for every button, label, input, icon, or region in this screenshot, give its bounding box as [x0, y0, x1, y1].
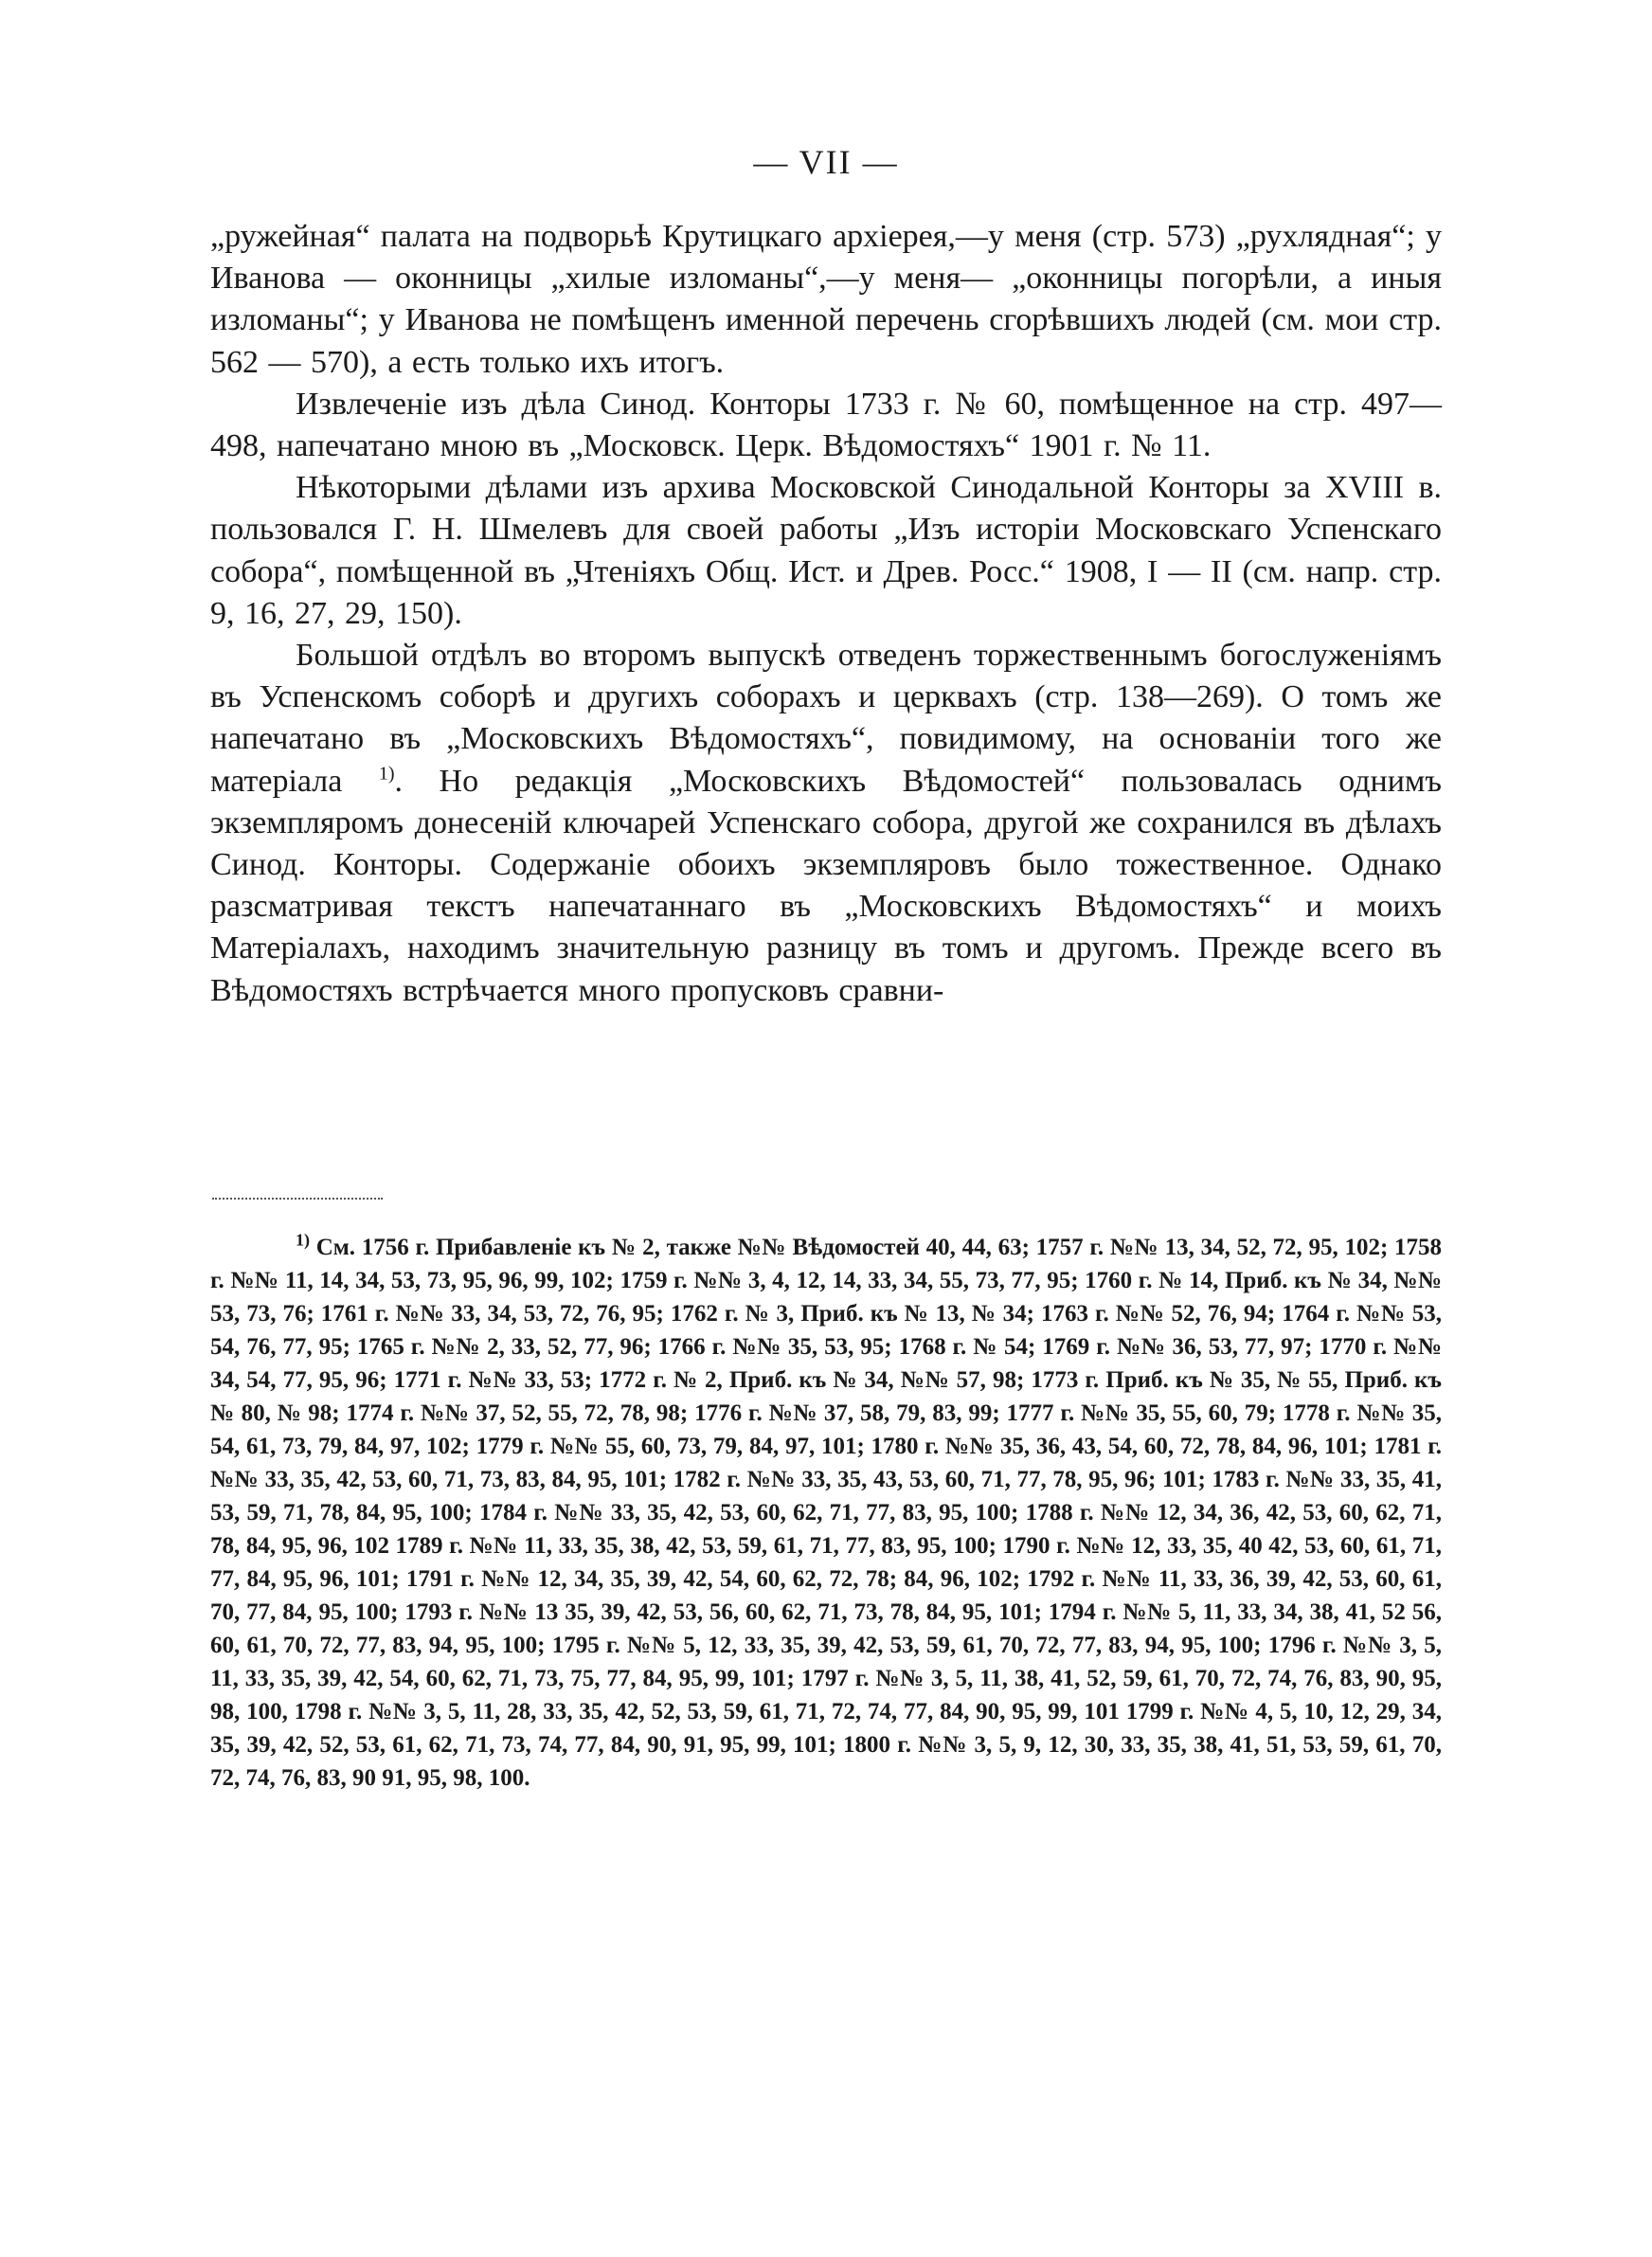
footnote — [210, 1231, 1442, 1795]
paragraph-4-end: . Но редакція „Московскихъ Вѣдомостей“ пользовалась однимъ экземпляромъ донесеній ключарей Успенскаго собора, другой же сохранился въ дѣлахъ Синод. Конторы. Содержаніе обоихъ экземпляровъ было тожественное. Однако разсматривая текстъ напечатаннаго въ „Московскихъ Вѣдомостяхъ“ и моихъ Матеріалахъ, находимъ значительную разницу въ томъ и другомъ. Прежде всего въ Вѣдомостяхъ встрѣчается много пропусковъ сравни- — [210, 763, 1443, 1008]
footnote-reference: 1) — [378, 763, 395, 785]
paragraph-4 — [210, 635, 1442, 1012]
footnote-separator — [212, 1198, 383, 1200]
paragraph-3: Нѣкоторыми дѣлами изъ архива Московской Синодальной Конторы за XVIII в. пользовался Г. Н. Шмелевъ для своей работы „Изъ исторіи Московскаго Успенскаго собора“, помѣщенной въ „Чтеніяхъ Общ. Ист. и Древ. Росс.“ 1908, I — II (см. напр. стр. 9, 16, 27, 29, 150). — [210, 470, 1442, 631]
page-number: — VII — — [753, 143, 899, 181]
paragraph-1: „ружейная“ палата на подворьѣ Крутицкаго архіерея,—у меня (стр. 573) „рухлядная“; у Иванова — оконницы „хилые изломаны“,—у меня— „оконницы погорѣли, а иныя изломаны“; у Иванова не помѣщенъ именной перечень сгорѣвшихъ людей (см. мои стр. 562 — 570), а есть только ихъ итогъ. — [210, 219, 1442, 380]
paragraph-4-start: Большой отдѣлъ во второмъ выпускѣ отведенъ торжественнымъ богослуженіямъ въ Успенскомъ соборѣ и другихъ соборахъ и церквахъ (стр. 138—269). О томъ же напечатано въ „Московскихъ Вѣдомостяхъ“, повидимому, на основаніи того же матеріала — [210, 638, 1442, 799]
paragraph-2: Извлеченіе изъ дѣла Синод. Конторы 1733 г. № 60, помѣщенное на стр. 497—498, напечатано мною въ „Московск. Церк. Вѣдомостяхъ“ 1901 г. № 11. — [210, 386, 1442, 464]
footnote-text: См. 1756 г. Прибавленіе къ № 2, также №№ Вѣдомостей 40, 44, 63; 1757 г. №№ 13, 34, 52, 72, 95, 102; 1758 г. №№ 11, 14, 34, 53, 73, 95, 96, 99, 102; 1759 г. №№ 3, 4, 12, 14, 33, 34, 55, 73, 77, 95; 1760 г. № 14, Приб. къ № 34, №№ 53, 73, 76; 1761 г. №№ 33, 34, 53, 72, 76, 95; 1762 г. № 3, Приб. къ № 13, № 34; 1763 г. №№ 52, 76, 94; 1764 г. №№ 53, 54, 76, 77, 95; 1765 г. №№ 2, 33, 52, 77, 96; 1766 г. №№ 35, 53, 95; 1768 г. № 54; 1769 г. №№ 36, 53, 77, 97; 1770 г. №№ 34, 54, 77, 95, 96; 1771 г. №№ 33, 53; 1772 г. № 2, Приб. къ № 34, №№ 57, 98; 1773 г. Приб. къ № 35, № 55, Приб. къ № 80, № 98; 1774 г. №№ 37, 52, 55, 72, 78, 98; 1776 г. №№ 37, 58, 79, 83, 99; 1777 г. №№ 35, 55, 60, 79; 1778 г. №№ 35, 54, 61, 73, 79, 84, 97, 102; 1779 г. №№ 55, 60, 73, 79, 84, 97, 101; 1780 г. №№ 35, 36, 43, 54, 60, 72, 78, 84, 96, 101; 1781 г. №№ 33, 35, 42, 53, 60, 71, 73, 83, 84, 95, 101; 1782 г. №№ 33, 35, 43, 53, 60, 71, 77, 78, 95, 96; 101; 1783 г. №№ 33, 35, 41, 53, 59, 71, 78, 84, 95, 100; 1784 г. №№ 33, 35, 42, 53, 60, 62, 71, 77, 83, 95, 100; 1788 г. №№ 12, 34, 36, 42, 53, 60, 62, 71, 78, 84, 95, 96, 102 1789 г. №№ 11, 33, 35, 38, 42, 53, 59, 61, 71, 77, 83, 95, 100; 1790 г. №№ 12, 33, 35, 40 42, 53, 60, 61, 71, 77, 84, 95, 96, 101; 1791 г. №№ 12, 34, 35, 39, 42, 54, 60, 62, 72, 78; 84, 96, 102; 1792 г. №№ 11, 33, 36, 39, 42, 53, 60, 61, 70, 77, 84, 95, 100; 1793 г. №№ 13 35, 39, 42, 53, 56, 60, 62, 71, 73, 78, 84, 95, 101; 1794 г. №№ 5, 11, 33, 34, 38, 41, 52 56, 60, 61, 70, 72, 77, 83, 94, 95, 100; 1795 г. №№ 5, 12, 33, 35, 39, 42, 53, 59, 61, 70, 72, 77, 83, 94, 95, 100; 1796 г. №№ 3, 5, 11, 33, 35, 39, 42, 54, 60, 62, 71, 73, 75, 77, 84, 95, 99, 101; 1797 г. №№ 3, 5, 11, 38, 41, 52, 59, 61, 70, 72, 74, 76, 83, 90, 95, 98, 100, 1798 г. №№ 3, 5, 11, 28, 33, 35, 42, 52, 53, 59, 61, 71, 72, 74, 77, 84, 90, 95, 99, 101 1799 г. №№ 4, 5, 10, 12, 29, 34, 35, 39, 42, 52, 53, 61, 62, 71, 73, 74, 77, 84, 90, 91, 95, 99, 101; 1800 г. №№ 3, 5, 9, 12, 30, 33, 35, 38, 41, 51, 53, 59, 61, 70, 72, 74, 76, 83, 90 91, 95, 98, 100. — [210, 1235, 1442, 1791]
main-text — [210, 216, 1442, 1012]
footnote-mark: 1) — [296, 1230, 310, 1250]
